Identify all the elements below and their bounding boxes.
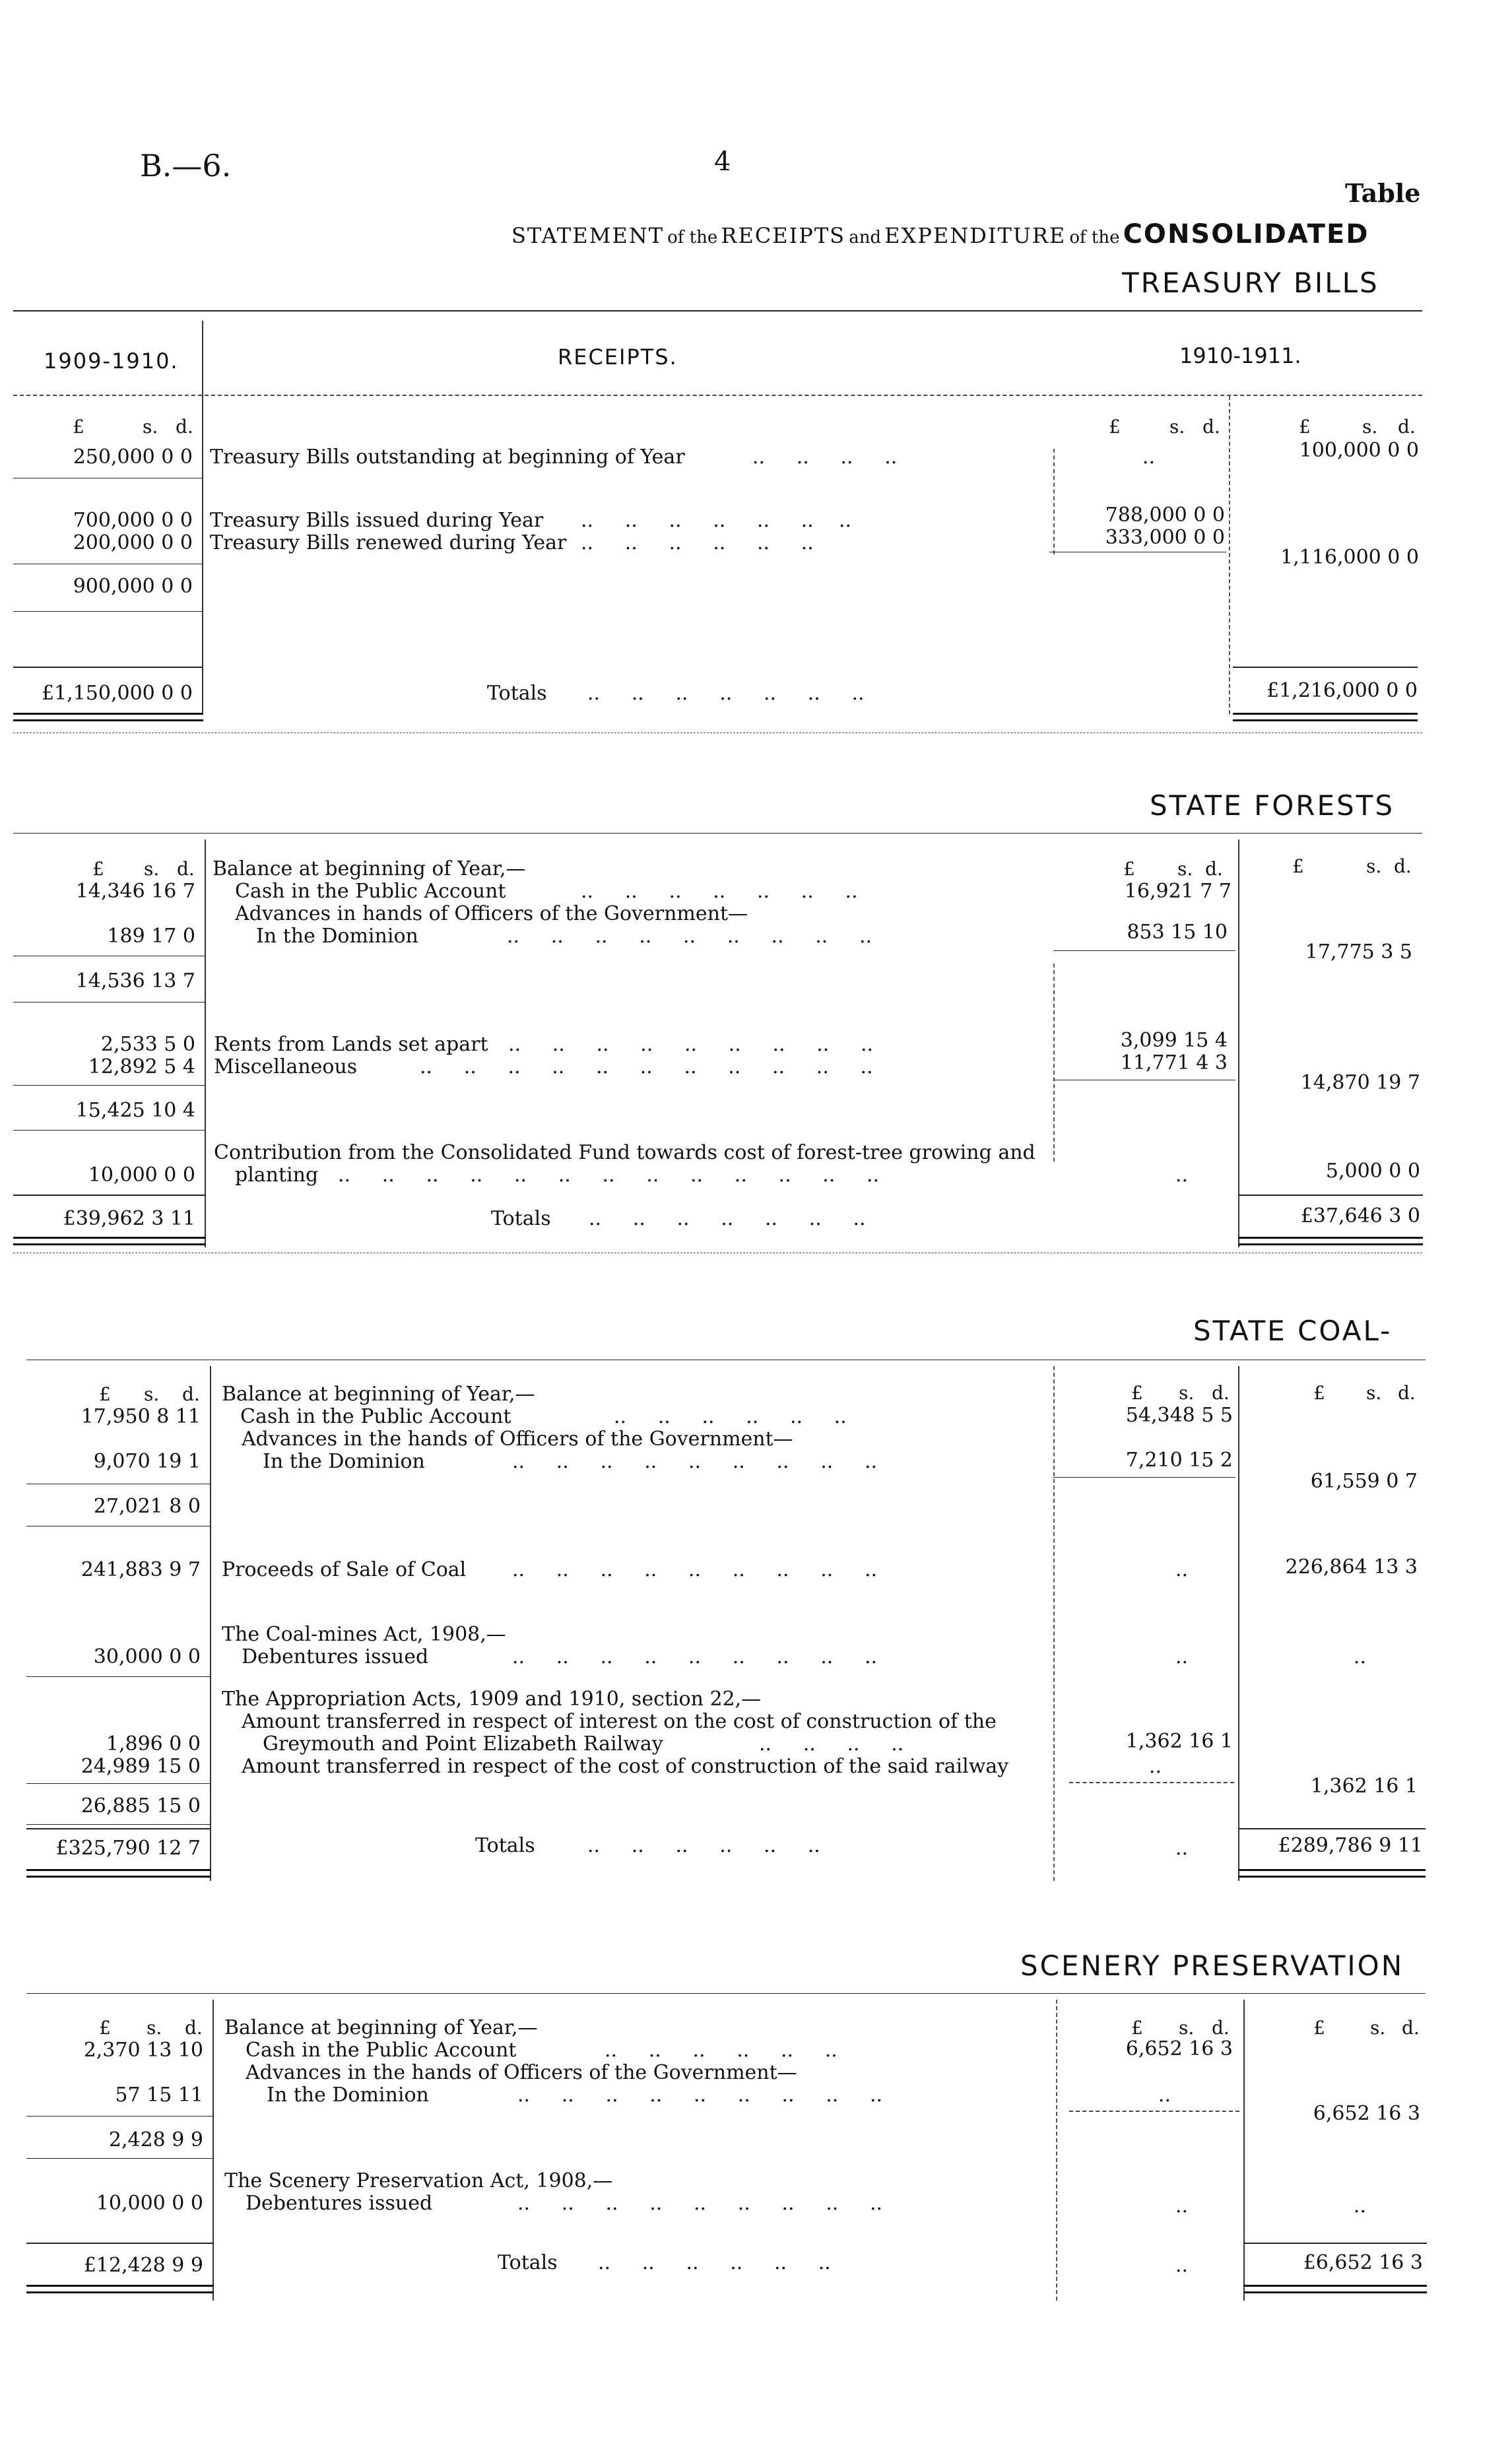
forests-misc-detail: 11,771 4 3 xyxy=(1120,1051,1228,1074)
scenery-totals-curr: £6,652 16 3 xyxy=(1303,2251,1423,2274)
coal-advances-label: Advances in the hands of Officers of the Government— xyxy=(242,1428,793,1451)
statement-expenditure: EXPENDITURE xyxy=(884,223,1067,248)
coal-cost-label: Amount transferred in respect of the cost of construction of the said railway xyxy=(242,1755,1009,1778)
treasury-unit-pound-3: £ xyxy=(1299,416,1311,438)
forests-contrib-label2: planting xyxy=(235,1164,319,1187)
scenery-advances-label: Advances in the hands of Officers of the Government— xyxy=(246,2061,797,2084)
scenery-deb-total: .. xyxy=(1353,2194,1366,2217)
treasury-row1-total: 100,000 0 0 xyxy=(1299,439,1419,462)
forests-balance-label: Balance at beginning of Year,— xyxy=(213,857,526,880)
leader-dots: .. .. .. .. .. .. xyxy=(605,2039,838,2062)
treasury-subtotal-prev: 900,000 0 0 xyxy=(73,575,193,598)
forests-unit-d-3: d. xyxy=(1394,855,1412,877)
coal-unit-pound: £ xyxy=(99,1383,111,1405)
leader-dots: .. .. .. .. .. .. .. xyxy=(587,682,865,705)
scenery-cash-label: Cash in the Public Account xyxy=(246,2039,517,2062)
forests-heading: STATE FORESTS xyxy=(1150,789,1395,822)
coal-sale-detail: .. xyxy=(1175,1558,1188,1581)
coal-interest-detail: 1,362 16 1 xyxy=(1125,1730,1233,1753)
scenery-balance-label: Balance at beginning of Year,— xyxy=(224,2016,538,2039)
leader-dots: .. .. .. .. .. .. .. xyxy=(581,509,852,532)
forests-unit-d: d. xyxy=(177,858,195,880)
scenery-dominion-detail: .. xyxy=(1158,2084,1171,2107)
scenery-cash-prev: 2,370 13 10 xyxy=(83,2039,203,2062)
coal-balance-prev-sum: 27,021 8 0 xyxy=(93,1495,201,1518)
coal-unit-d-2: d. xyxy=(1212,1382,1230,1404)
coal-unit-d-3: d. xyxy=(1398,1382,1416,1404)
scenery-unit-pound-3: £ xyxy=(1313,2017,1325,2039)
treasury-unit-d: d. xyxy=(176,416,193,438)
treasury-unit-pound-2: £ xyxy=(1109,416,1121,438)
treasury-row2-prev: 700,000 0 0 xyxy=(73,509,193,532)
scenery-act-label: The Scenery Preservation Act, 1908,— xyxy=(224,2169,613,2192)
table-label: Table xyxy=(1345,178,1421,208)
page-number: 4 xyxy=(714,147,731,177)
forests-dominion-label: In the Dominion xyxy=(256,925,418,948)
forests-unit-d-2: d. xyxy=(1205,858,1223,880)
forests-totals-curr: £37,646 3 0 xyxy=(1300,1204,1420,1228)
forests-dominion-detail: 853 15 10 xyxy=(1127,921,1228,944)
scenery-unit-pound-2: £ xyxy=(1131,2017,1143,2039)
scenery-unit-d-3: d. xyxy=(1402,2017,1420,2039)
leader-dots: .. .. .. .. .. .. .. xyxy=(589,1207,866,1230)
treasury-totals-label: Totals xyxy=(487,682,547,705)
forests-rents-label: Rents from Lands set apart xyxy=(214,1033,488,1056)
coal-totals-curr: £289,786 9 11 xyxy=(1278,1834,1423,1857)
scenery-deb-detail: .. xyxy=(1175,2194,1188,2217)
forests-dominion-prev: 189 17 0 xyxy=(107,925,195,948)
coal-cash-detail: 54,348 5 5 xyxy=(1125,1404,1233,1427)
leader-dots: .. .. .. .. .. .. .. .. .. .. .. .. .. xyxy=(338,1164,880,1187)
scenery-totals-label: Totals xyxy=(498,2251,558,2274)
forests-misc-prev: 12,892 5 4 xyxy=(88,1055,195,1078)
coal-unit-s-3: s. xyxy=(1366,1382,1382,1404)
treasury-unit-d-2: d. xyxy=(1202,416,1220,438)
statement-of: of the xyxy=(667,228,718,247)
forests-misc-label: Miscellaneous xyxy=(214,1055,358,1078)
coal-balance-total: 61,559 0 7 xyxy=(1310,1470,1418,1493)
leader-dots: .. .. .. .. .. .. .. .. .. .. .. xyxy=(420,1055,873,1078)
leader-dots: .. .. .. .. .. .. .. .. .. xyxy=(512,1558,878,1581)
coal-cash-label: Cash in the Public Account xyxy=(240,1405,511,1428)
forests-totals-prev: £39,962 3 11 xyxy=(63,1207,195,1230)
scenery-balance-total: 6,652 16 3 xyxy=(1313,2102,1420,2125)
leader-dots: .. .. .. .. .. .. .. .. .. xyxy=(517,2084,883,2107)
coal-interest-label2: Greymouth and Point Elizabeth Railway xyxy=(263,1732,663,1756)
scenery-balance-prev-sum: 2,428 9 9 xyxy=(108,2128,203,2151)
coal-unit-s-2: s. xyxy=(1179,1382,1195,1404)
forests-cash-label: Cash in the Public Account xyxy=(235,880,506,903)
treasury-totals-curr: £1,216,000 0 0 xyxy=(1266,679,1418,702)
forests-unit-s: s. xyxy=(144,858,160,880)
coal-deb-detail: .. xyxy=(1175,1645,1188,1668)
forests-unit-s-3: s. xyxy=(1366,855,1382,877)
leader-dots: .. .. .. .. .. .. .. .. .. xyxy=(512,1450,878,1473)
coal-unit-pound-3: £ xyxy=(1313,1382,1325,1404)
scenery-deb-prev: 10,000 0 0 xyxy=(96,2192,203,2215)
treasury-unit-s-2: s. xyxy=(1169,416,1185,438)
forests-contrib-detail: .. xyxy=(1175,1164,1188,1187)
statement-of2: of the xyxy=(1069,228,1120,247)
treasury-unit-s: s. xyxy=(143,416,158,438)
forests-contrib-prev: 10,000 0 0 xyxy=(88,1164,195,1187)
treasury-totals-prev: £1,150,000 0 0 xyxy=(41,682,193,705)
forests-cash-detail: 16,921 7 7 xyxy=(1124,880,1232,903)
coal-sale-total: 226,864 13 3 xyxy=(1285,1556,1418,1579)
statement-receipts: RECEIPTS xyxy=(721,223,846,248)
treasury-row3-total: 1,116,000 0 0 xyxy=(1280,546,1419,569)
leader-dots: .. .. .. .. .. .. xyxy=(614,1405,847,1428)
statement-fund: CONSOLIDATED xyxy=(1123,219,1369,249)
forests-rents-total: 14,870 19 7 xyxy=(1300,1071,1420,1094)
coal-act-label: The Coal-mines Act, 1908,— xyxy=(222,1623,506,1646)
scenery-deb-label: Debentures issued xyxy=(246,2192,433,2215)
scenery-heading: SCENERY PRESERVATION xyxy=(1020,1950,1404,1982)
scenery-dominion-label: In the Dominion xyxy=(267,2084,429,2107)
coal-cost-detail: .. xyxy=(1148,1755,1162,1778)
leader-dots: .. .. .. .. .. .. xyxy=(598,2251,831,2274)
forests-advances-label: Advances in hands of Officers of the Government— xyxy=(235,902,748,925)
forests-balance-total: 17,775 3 5 xyxy=(1305,940,1412,964)
treasury-col-receipts: RECEIPTS. xyxy=(558,345,678,370)
scenery-dominion-prev: 57 15 11 xyxy=(115,2084,203,2107)
forests-unit-pound: £ xyxy=(92,858,104,880)
leader-dots: .. .. .. .. xyxy=(759,1732,904,1756)
leader-dots: .. .. .. .. .. .. xyxy=(581,531,814,554)
statement-word: STATEMENT xyxy=(511,223,665,248)
treasury-row2-label: Treasury Bills issued during Year xyxy=(210,509,544,532)
coal-dominion-prev: 9,070 19 1 xyxy=(93,1450,201,1473)
leader-dots: .. .. .. .. .. .. .. xyxy=(581,880,858,903)
treasury-row3-label: Treasury Bills renewed during Year xyxy=(210,531,567,554)
coal-totals-prev: £325,790 12 7 xyxy=(55,1837,201,1860)
coal-approp-label: The Appropriation Acts, 1909 and 1910, section 22,— xyxy=(222,1688,762,1711)
forests-totals-label: Totals xyxy=(491,1207,551,1230)
leader-dots: .. .. .. .. .. .. .. .. .. xyxy=(508,1033,874,1056)
forests-unit-pound-2: £ xyxy=(1123,858,1135,880)
coal-deb-prev: 30,000 0 0 xyxy=(93,1645,201,1668)
scenery-unit-s-3: s. xyxy=(1370,2017,1386,2039)
treasury-unit-pound: £ xyxy=(73,416,84,438)
coal-heading: STATE COAL- xyxy=(1193,1315,1393,1347)
coal-dominion-label: In the Dominion xyxy=(263,1450,425,1473)
leader-dots: .. .. .. .. .. .. .. .. .. xyxy=(517,2192,883,2215)
forests-unit-s-2: s. xyxy=(1177,858,1193,880)
scenery-unit-s-2: s. xyxy=(1179,2017,1195,2039)
forests-balance-prev-sum: 14,536 13 7 xyxy=(75,969,195,993)
leader-dots: .. .. .. .. .. .. xyxy=(587,1834,820,1857)
forests-rents-detail: 3,099 15 4 xyxy=(1120,1029,1228,1052)
coal-cash-prev: 17,950 8 11 xyxy=(81,1405,201,1428)
coal-cost-prev: 24,989 15 0 xyxy=(81,1755,201,1778)
statement-and: and xyxy=(849,228,882,247)
treasury-unit-d-3: d. xyxy=(1398,416,1416,438)
coal-approp-total: 1,362 16 1 xyxy=(1310,1775,1418,1798)
treasury-row3-detail: 333,000 0 0 xyxy=(1105,526,1225,549)
forests-unit-pound-3: £ xyxy=(1292,855,1304,877)
forests-rents-prev: 2,533 5 0 xyxy=(100,1033,195,1056)
coal-interest-label: Amount transferred in respect of interest on the cost of construction of the xyxy=(242,1710,997,1733)
scenery-totals-prev: £12,428 9 9 xyxy=(83,2254,203,2277)
leader-dots: .. .. .. .. xyxy=(752,445,898,469)
coal-approp-prev-sum: 26,885 15 0 xyxy=(81,1794,201,1818)
treasury-row3-prev: 200,000 0 0 xyxy=(73,531,193,554)
coal-unit-s: s. xyxy=(144,1383,160,1405)
forests-rents-prev-sum: 15,425 10 4 xyxy=(75,1099,195,1122)
forests-contrib-label: Contribution from the Consolidated Fund towards cost of forest-tree growing and xyxy=(214,1141,1035,1164)
coal-totals-detail: .. xyxy=(1175,1837,1188,1860)
treasury-col-prev: 1909-1910. xyxy=(44,348,179,374)
coal-dominion-detail: 7,210 15 2 xyxy=(1125,1449,1233,1472)
treasury-heading: TREASURY BILLS xyxy=(1122,267,1379,299)
coal-balance-label: Balance at beginning of Year,— xyxy=(222,1383,535,1406)
scenery-cash-detail: 6,652 16 3 xyxy=(1125,2037,1233,2060)
scenery-totals-detail: .. xyxy=(1175,2254,1188,2277)
coal-deb-total: .. xyxy=(1353,1645,1366,1668)
statement-title xyxy=(511,219,1369,249)
coal-sale-label: Proceeds of Sale of Coal xyxy=(222,1558,467,1581)
page-ref: B.—6. xyxy=(140,148,232,183)
coal-unit-d: d. xyxy=(182,1383,200,1405)
coal-deb-label: Debentures issued xyxy=(242,1645,429,1668)
treasury-row1-detail: .. xyxy=(1142,445,1155,469)
treasury-row1-label: Treasury Bills outstanding at beginning of Year xyxy=(210,445,685,469)
scenery-unit-d: d. xyxy=(185,2017,203,2039)
forests-contrib-total: 5,000 0 0 xyxy=(1325,1160,1420,1183)
forests-cash-prev: 14,346 16 7 xyxy=(75,880,195,903)
leader-dots: .. .. .. .. .. .. .. .. .. xyxy=(507,925,872,948)
treasury-row1-prev: 250,000 0 0 xyxy=(73,445,193,469)
treasury-row2-detail: 788,000 0 0 xyxy=(1105,504,1225,527)
treasury-col-curr: 1910-1911. xyxy=(1179,343,1301,368)
scenery-unit-s: s. xyxy=(147,2017,162,2039)
coal-interest-prev: 1,896 0 0 xyxy=(106,1732,201,1756)
coal-totals-label: Totals xyxy=(475,1834,535,1857)
coal-unit-pound-2: £ xyxy=(1131,1382,1143,1404)
leader-dots: .. .. .. .. .. .. .. .. .. xyxy=(512,1645,878,1668)
treasury-unit-s-3: s. xyxy=(1362,416,1378,438)
scenery-unit-pound: £ xyxy=(99,2017,111,2039)
coal-sale-prev: 241,883 9 7 xyxy=(81,1558,201,1581)
scenery-unit-d-2: d. xyxy=(1212,2017,1230,2039)
